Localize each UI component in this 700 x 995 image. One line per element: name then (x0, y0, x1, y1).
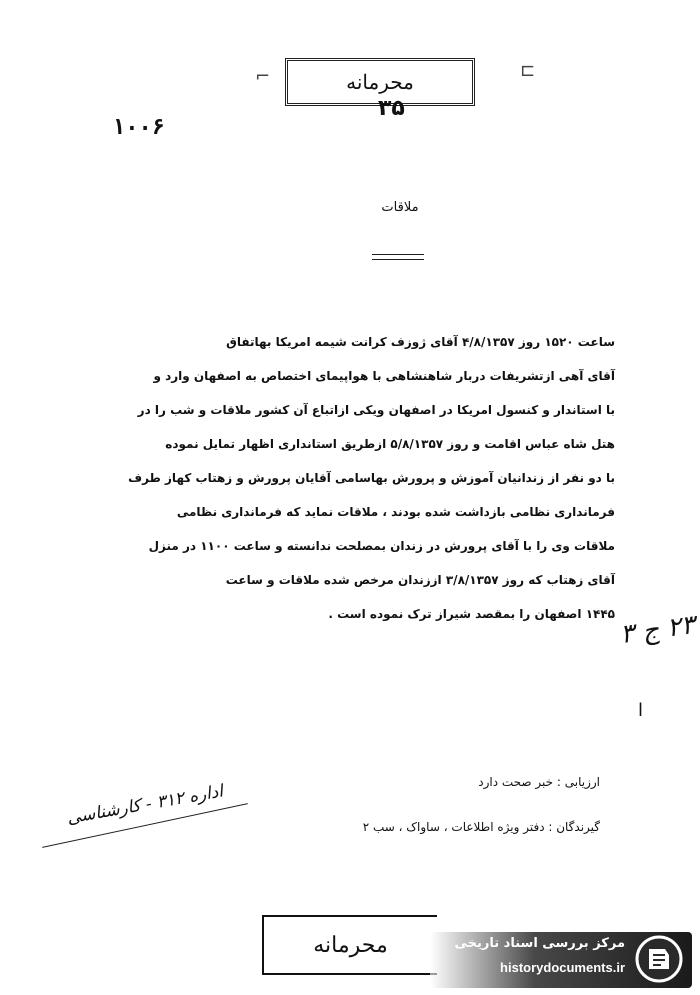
document-number: ۱۰۰۶ (112, 115, 165, 140)
handwritten-margin-tick: ا (638, 700, 644, 721)
assessment-line: ارزیابی : خبر صحت دارد (478, 775, 600, 789)
body-line: آقای آهی ازتشریفات دربار شاهنشاهی با هواپیمای اختصاص به اصفهان وارد و (153, 369, 615, 383)
body-line: با استاندار و کنسول امریکا در اصفهان ویکی ازاتباع آن کشور ملاقات و شب را در (137, 403, 615, 417)
handwritten-referral-note: اداره ۳۱۲ - کارشناسی (65, 781, 225, 829)
confidential-stamp-top: محرمانه (285, 58, 475, 106)
body-line: ملاقات وی را با آقای پرورش در زندان بمصلحت ندانسته و ساعت ۱۱۰۰ در منزل (148, 539, 615, 553)
stamp-mark-right: ⊏ (520, 60, 536, 81)
watermark-url[interactable]: historydocuments.ir (500, 960, 625, 975)
watermark-name: مرکز بررسی اسناد تاریخی (454, 936, 625, 951)
document-title: ملاقات (381, 200, 419, 215)
page-number: ۳۵ (378, 96, 405, 121)
body-line: ساعت ۱۵۲۰ روز ۴/۸/۱۳۵۷ آقای ژوزف کرانت شیمه امریکا بهاتفاق (226, 335, 615, 349)
title-underline (372, 254, 424, 260)
report-body (95, 325, 615, 631)
body-line: با دو نفر از زندانیان آموزش و پرورش بهاسامی آقایان پرورش و زهتاب کهاز طرف (128, 471, 615, 485)
body-line: آقای زهتاب که روز ۳/۸/۱۳۵۷ اززندان مرخص شده ملاقات و ساعت (225, 573, 615, 587)
recipients-line: گیرندگان : دفتر ویژه اطلاعات ، ساواک ، سب ۲ (362, 820, 600, 834)
archive-logo-icon (635, 935, 683, 983)
body-line: فرمانداری نظامی بازداشت شده بودند ، ملاقات نماید که فرمانداری نظامی (176, 505, 615, 519)
stamp-mark-left: ⌐ (255, 66, 271, 87)
handwritten-margin-note: ۲۳ ج ۳ (618, 609, 697, 651)
body-line: هتل شاه عباس اقامت و روز ۵/۸/۱۳۵۷ ازطریق استانداری اظهار تمایل نموده (165, 437, 615, 451)
body-line: ۱۴۴۵ اصفهان را بمقصد شیراز ترک نموده است . (328, 607, 615, 621)
confidential-stamp-bottom: محرمانه (262, 915, 437, 975)
